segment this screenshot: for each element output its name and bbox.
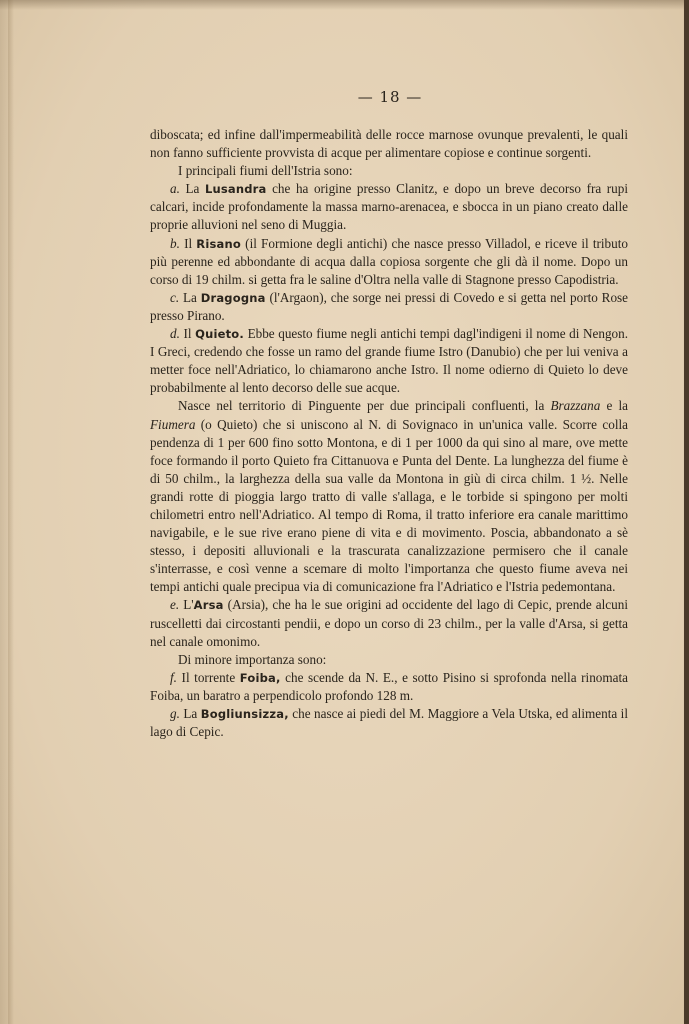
item-letter: f. bbox=[170, 669, 177, 685]
river-name: Bogliunsizza, bbox=[200, 707, 289, 721]
item-article: Il torrente bbox=[181, 669, 236, 685]
item-text: che nasce ai piedi del M. Maggiore a Vela Utska, ed alimenta il lago di Cepic. bbox=[150, 706, 629, 740]
item-letter: d. bbox=[170, 326, 180, 342]
river-item-quieto bbox=[150, 325, 628, 397]
paragraph-minor-heading: Di minore importanza sono: bbox=[178, 651, 327, 667]
river-name: Quieto. bbox=[195, 327, 244, 342]
item-text: che ha origine presso Clanitz, e dopo un breve decorso fra rupi calcari, incide profondamente la massa marno-arenacea, e sbocca in un piano creato dalle proprie alluvioni nel seno di Muggia. bbox=[150, 181, 629, 233]
item-article: Il bbox=[184, 235, 193, 251]
item-text: (l'Argaon), che sorge nei pressi di Covedo e si getta nel porto Rose presso Pirano. bbox=[150, 289, 629, 323]
paragraph-rivers-heading: I principali fiumi dell'Istria sono: bbox=[178, 163, 353, 179]
river-name: Dragogna bbox=[200, 290, 266, 305]
river-item-foiba bbox=[150, 669, 628, 705]
river-name: Lusandra bbox=[204, 182, 267, 197]
body-text bbox=[150, 126, 628, 741]
river-name: Arsa bbox=[193, 598, 224, 613]
river-name: Risano bbox=[196, 236, 241, 251]
right-page-edge bbox=[684, 0, 689, 1024]
river-item-lusandra bbox=[150, 180, 628, 234]
item-text: che scende da N. E., e sotto Pisino si sprofonda nella rinomata Foiba, un baratro a perpendicolo profondo 128 m. bbox=[150, 669, 629, 703]
item-text: (Arsia), che ha le sue origini ad occidente del lago di Cepic, prende alcuni ruscelletti dai circostanti pendii, e dopo un corso di 23 chilm., per la valle d'Arsa, si getta nel canale omonimo. bbox=[150, 597, 629, 649]
item-article: La bbox=[185, 181, 200, 197]
river-item-risano bbox=[150, 235, 628, 289]
item-article: La bbox=[182, 289, 197, 305]
text-run: Nasce nel territorio di Pinguente per due principali confluenti, la bbox=[178, 398, 545, 414]
paragraph-quieto-course bbox=[150, 397, 628, 596]
text-run: (o Quieto) che si uniscono al N. di Sovignaco in un'unica valle. Scorre colla pendenza di 1 per 600 fino sotto Montona, e di 1 per 1000 da qui sino al mare, ove mette foce formando il porto Quieto fra Cittanuova e Punta del Dente. La lunghezza del fiume è di 50 chilm., la larghezza della sua valle da Montona in giù di circa chilm. 1 ½. Nelle grandi rotte di pioggia largo tratto di valle s'allaga, e le torbide si spingono per molti chilometri entro nell'Adriatico. Al tempo di Roma, il tratto inferiore era canale marittimo navigabile, e le sue rive erano piene di vita e di movimento. Poscia, abbandonato a sè stesso, i depositi alluvionali e la trascurata canalizzazione permisero che il canale s'interrasse, e così venne a scemare di molto l'importanza che questo fiume aveva nei tempi antichi quale precipua via di comunicazione fra l'Adriatico e l'Istria pedemontana. bbox=[150, 416, 628, 595]
item-letter: a. bbox=[170, 181, 180, 197]
page-number: — 18 — bbox=[357, 88, 423, 106]
item-article: Il bbox=[183, 326, 192, 342]
item-letter: c. bbox=[170, 289, 180, 305]
item-letter: b. bbox=[170, 235, 180, 251]
item-article: L' bbox=[183, 597, 194, 613]
item-article: La bbox=[183, 706, 198, 721]
tributary-name: Fiumera bbox=[150, 416, 196, 432]
text-run: e la bbox=[606, 398, 629, 414]
top-page-edge bbox=[0, 0, 689, 10]
tributary-name: Brazzana bbox=[550, 398, 601, 414]
item-text: (il Formione degli antichi) che nasce presso Villadol, e riceve il tributo più perenne ed abbondante di acqua dalla copiosa sorgente che gli dà il nome. Dopo un corso di 19 chilm. si getta fra le saline d'Oltra nella valle di Stagnone presso Capodistria. bbox=[150, 235, 628, 287]
river-item-dragogna bbox=[150, 289, 628, 325]
river-item-bogliunsizza bbox=[150, 705, 628, 741]
item-letter: e. bbox=[170, 597, 180, 613]
river-name: Foiba, bbox=[239, 670, 281, 685]
item-text: Ebbe questo fiume negli antichi tempi dagl'indigeni il nome di Nengon. I Greci, credendo che fosse un ramo del grande fiume Istro (Danubio) che per lui veniva a metter foce nell'Adriatico, lo chiamarono anche Istro. Il nome odierno di Quieto lo deve probabilmente al lento decorso delle sue acque. bbox=[150, 326, 629, 396]
item-letter: g. bbox=[170, 706, 180, 721]
paragraph-intro: diboscata; ed infine dall'impermeabilità delle rocce marnose ovunque prevalenti, le quali non fanno sufficiente provvista di acque per alimentare copiose e continue sorgenti. bbox=[150, 127, 628, 161]
river-item-arsa bbox=[150, 596, 628, 650]
binding-fold bbox=[8, 0, 14, 1024]
